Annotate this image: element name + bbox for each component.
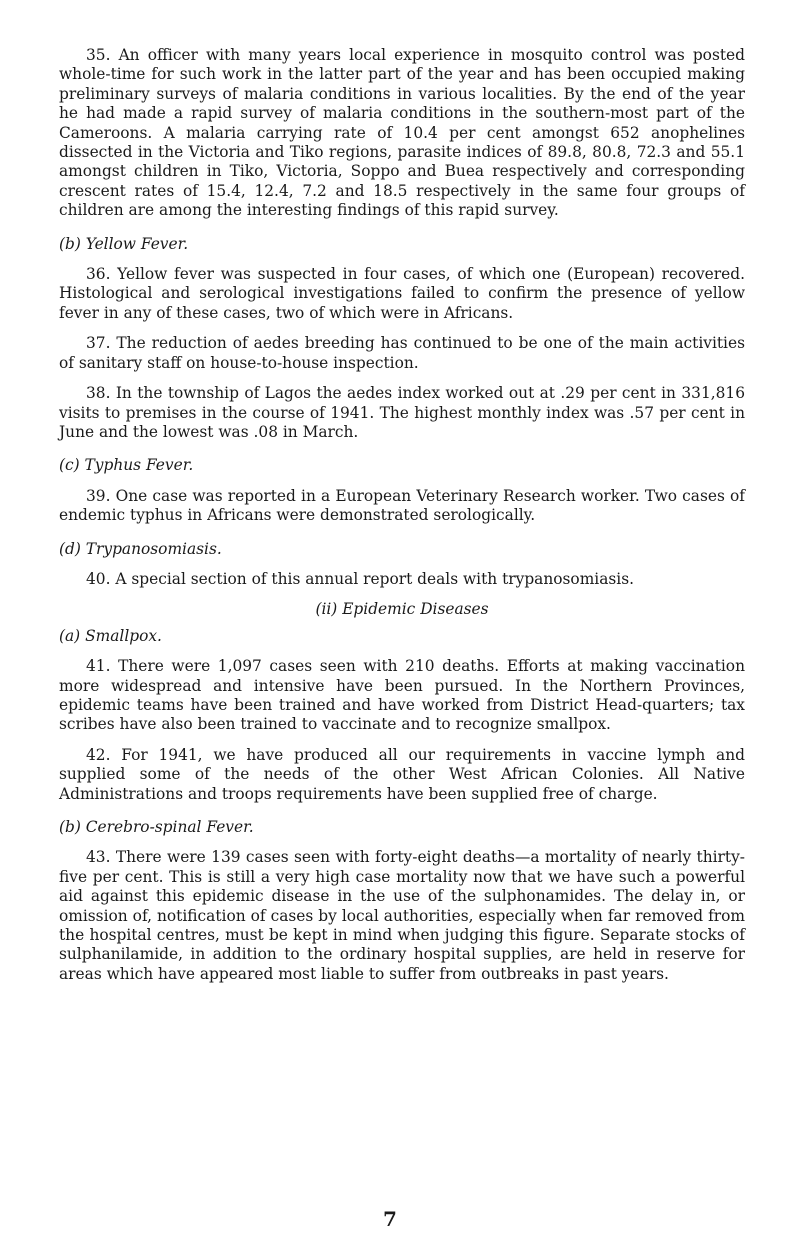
paragraph-38: 38. In the township of Lagos the aedes index worked out at .29 per cent in 331,816 visits to premises in the course of 1941. The highest monthly index was .57 per cent in June and the lowest was .08 in March. <box>59 384 745 441</box>
paragraph-42: 42. For 1941, we have produced all our requirements in vaccine lymph and supplied some of the needs of the other West African Colonies. All Native Administrations and troops requirements have been supplied free of charge. <box>59 745 745 803</box>
paragraph-35: 35. An officer with many years local experience in mosquito control was posted whole-time for such work in the latter part of the year and has been occupied making preliminary surveys of malaria conditions in various localities. By the end of the year he had made a rapid survey of malaria conditions in the southern-most part of the Cameroons. A malaria carrying rate of 10.4 per cent amongst 652 anophelines dissected in the Victoria and Tiko regions, parasite indices of 89.8, 80.8, 72.3 and 55.1 amongst children in Tiko, Victoria, Soppo and Buea respectively and corresponding crescent rates of 15.4, 12.4, 7.2 and 18.5 respectively in the same four groups of children are among the interesting findings of this rapid survey. <box>59 46 745 220</box>
paragraph-40: 40. A special section of this annual report deals with trypanosomiasis. <box>86 569 634 588</box>
heading-typhus-fever: (c) Typhus Fever. <box>59 456 194 475</box>
paragraph-36: 36. Yellow fever was suspected in four cases, of which one (European) recovered. Histological and serological investigations failed to confirm the presence of yellow fever in any of these cases, two of which were in Africans. <box>59 265 745 322</box>
paragraph-43: 43. There were 139 cases seen with forty-eight deaths—a mortality of nearly thirty-five per cent. This is still a very high case mortality now that we have such a powerful aid against this epidemic disease in the use of the sulphonamides. The delay in, or omission of, notification of cases by local authorities, especially when far removed from the hospital centres, must be kept in mind when judging this figure. Separate stocks of sulphanilamide, in addition to the ordinary hospital supplies, are held in reserve for areas which have appeared most liable to suffer from outbreaks in past years. <box>59 848 745 983</box>
heading-yellow-fever: (b) Yellow Fever. <box>59 234 189 253</box>
heading-trypanosomiasis: (d) Trypanosomiasis. <box>59 539 222 558</box>
section-subtitle-epidemic-diseases: (ii) Epidemic Diseases <box>315 600 489 619</box>
paragraph-41: 41. There were 1,097 cases seen with 210 deaths. Efforts at making vaccination more widespread and intensive have been pursued. In the Northern Provinces, epidemic teams have been trained and have worked from District Head-quarters; tax scribes have also been trained to vaccinate and to recognize smallpox. <box>59 657 745 734</box>
heading-smallpox: (a) Smallpox. <box>59 626 162 645</box>
paragraph-39: 39. One case was reported in a European Veterinary Research worker. Two cases of endemic typhus in Africans were demonstrated serologically. <box>59 486 745 525</box>
page-number: 7 <box>383 1207 397 1231</box>
heading-cerebro-spinal-fever: (b) Cerebro-spinal Fever. <box>59 818 254 836</box>
paragraph-37: 37. The reduction of aedes breeding has continued to be one of the main activities of sanitary staff on house-to-house inspection. <box>59 334 745 372</box>
